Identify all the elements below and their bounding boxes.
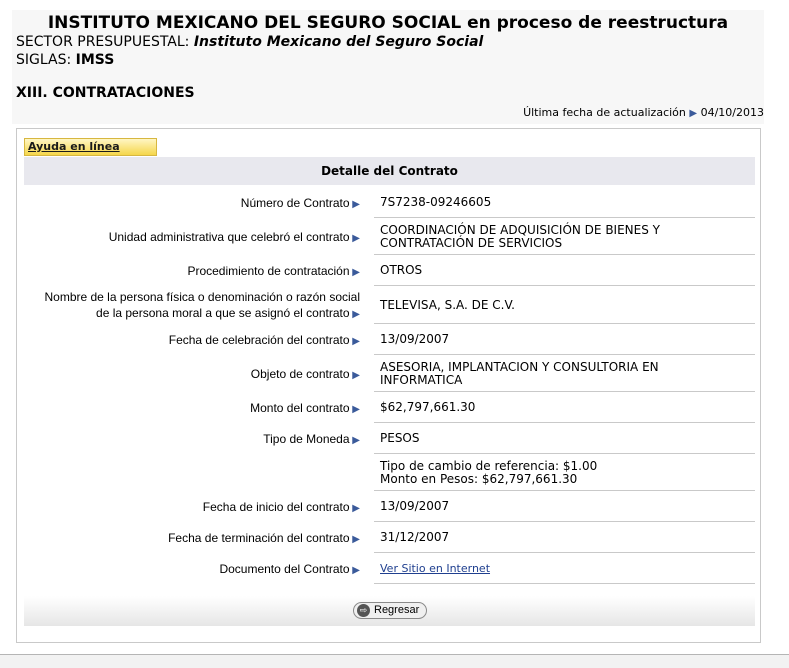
field-value <box>374 423 755 454</box>
field-label <box>24 289 360 323</box>
field-value <box>374 187 755 218</box>
siglas-line <box>16 52 114 68</box>
section-title: XIII. CONTRATACIONES <box>16 85 195 101</box>
field-label-text: Objeto de contrato <box>250 367 350 381</box>
triangle-right-icon: ▶ <box>349 503 360 514</box>
field-label-text: Fecha de celebración del contrato <box>168 333 350 347</box>
field-label-text: Fecha de inicio del contrato <box>202 500 350 514</box>
detail-row-documento-del-contrato <box>24 553 755 584</box>
contract-document-link[interactable]: Ver Sitio en Internet <box>380 562 491 575</box>
field-label-text: Monto del contrato <box>250 401 350 415</box>
detail-row-fecha-de-terminacion-del-contrato <box>24 522 755 553</box>
field-label-text: Número de Contrato <box>240 196 350 210</box>
back-button-label: Regresar <box>374 604 420 616</box>
field-value-line: 7S7238-09246605 <box>380 195 492 209</box>
window-bottom-edge <box>0 654 789 668</box>
field-label <box>24 499 360 517</box>
field-label-text: de la persona moral a que se asignó el contrato <box>96 306 350 320</box>
field-label <box>24 530 360 548</box>
field-value-text <box>380 432 420 445</box>
field-value-line: COORDINACIÓN DE ADQUISICIÓN DE BIENES Y <box>380 223 660 237</box>
field-value-line: CONTRATACIÓN DE SERVICIOS <box>380 236 563 250</box>
field-label <box>24 263 360 281</box>
sector-line <box>16 34 483 50</box>
field-value <box>374 491 755 522</box>
back-button[interactable] <box>353 602 427 619</box>
triangle-right-icon: ▶ <box>349 404 360 415</box>
field-value-line: OTROS <box>380 263 423 277</box>
detail-row-objeto-de-contrato <box>24 355 755 392</box>
detail-row-fecha-de-inicio-del-contrato <box>24 491 755 522</box>
contract-detail-panel <box>16 128 761 643</box>
field-value <box>374 392 755 423</box>
field-label <box>24 195 360 213</box>
field-value <box>374 324 755 355</box>
field-value <box>374 255 755 286</box>
field-value-line: 13/09/2007 <box>380 332 450 346</box>
field-label-text: Nombre de la persona física o denominación o razón social <box>44 290 360 304</box>
field-value-line: 13/09/2007 <box>380 499 450 513</box>
field-value <box>374 454 755 491</box>
field-value <box>374 218 755 255</box>
siglas-label: SIGLAS: <box>16 52 72 68</box>
field-value-text <box>380 401 475 414</box>
update-date: 04/10/2013 <box>700 106 764 119</box>
field-value <box>374 286 755 324</box>
field-label-text: Tipo de Moneda <box>263 432 350 446</box>
field-label <box>24 400 360 418</box>
help-tab[interactable] <box>24 138 157 156</box>
field-label <box>24 332 360 350</box>
detail-row-numero-de-contrato <box>24 187 755 218</box>
field-value-text <box>380 196 491 209</box>
detail-row-nombre-de-la-persona-fisica-o-denominacion-o-razon-social-de-la-persona-moral-a-que-se-asigno-el-contrato <box>24 286 755 324</box>
field-label-text: Fecha de terminación del contrato <box>168 531 350 545</box>
detail-row-unidad-administrativa-que-celebro-el-contrato <box>24 218 755 255</box>
field-value-text <box>380 299 515 312</box>
triangle-right-icon: ▶ <box>349 435 360 446</box>
triangle-right-icon: ▶ <box>349 309 360 320</box>
update-line <box>523 106 764 119</box>
detail-row-procedimiento-de-contratacion <box>24 255 755 286</box>
field-label <box>24 431 360 449</box>
field-label-text: Unidad administrativa que celebró el contrato <box>108 230 350 244</box>
detail-header: Detalle del Contrato <box>24 157 755 185</box>
update-label: Última fecha de actualización <box>523 106 686 119</box>
sector-value: Instituto Mexicano del Seguro Social <box>193 34 484 50</box>
field-value-text <box>380 500 449 513</box>
detail-row-monto-del-contrato <box>24 392 755 423</box>
field-value-line: $62,797,661.30 <box>380 400 476 414</box>
field-value-line: Monto en Pesos: $62,797,661.30 <box>380 472 578 486</box>
detail-row-tipo-de-moneda <box>24 423 755 454</box>
triangle-right-icon: ▶ <box>349 565 360 576</box>
field-value-line: INFORMATICA <box>380 373 463 387</box>
triangle-right-icon: ▶ <box>349 199 360 210</box>
field-label-text: Documento del Contrato <box>219 562 350 576</box>
field-value-text <box>380 264 422 277</box>
sector-label: SECTOR PRESUPUESTAL: <box>16 34 190 50</box>
help-link[interactable]: Ayuda en línea <box>28 140 120 153</box>
triangle-right-icon: ▶ <box>349 336 360 347</box>
siglas-value: IMSS <box>75 52 115 68</box>
triangle-right-icon: ▶ <box>689 108 698 119</box>
triangle-right-icon: ▶ <box>349 233 360 244</box>
detail-row-fecha-de-celebracion-del-contrato <box>24 324 755 355</box>
field-value-line: TELEVISA, S.A. DE C.V. <box>380 298 515 312</box>
field-value <box>374 522 755 553</box>
page-header <box>12 10 764 124</box>
field-label <box>24 229 360 247</box>
field-value-line: Tipo de cambio de referencia: $1.00 <box>380 459 598 473</box>
field-value-line: ASESORIA, IMPLANTACION Y CONSULTORIA EN <box>380 360 659 374</box>
triangle-right-icon: ▶ <box>349 534 360 545</box>
field-value-line: PESOS <box>380 431 420 445</box>
field-value <box>374 553 755 584</box>
back-arrow-icon: ⇨ <box>357 604 370 617</box>
field-value-text <box>380 460 597 486</box>
contract-document-link-wrap <box>380 562 490 575</box>
field-value-text <box>380 333 449 346</box>
field-value-line: 31/12/2007 <box>380 530 450 544</box>
field-label <box>24 366 360 384</box>
field-value-text <box>380 531 449 544</box>
field-value-text <box>380 224 660 250</box>
field-value-text <box>380 361 659 387</box>
triangle-right-icon: ▶ <box>349 370 360 381</box>
field-label <box>24 561 360 579</box>
triangle-right-icon: ▶ <box>349 267 360 278</box>
footer-bar <box>24 596 755 626</box>
field-value <box>374 355 755 392</box>
field-label-text: Procedimiento de contratación <box>187 264 350 278</box>
institution-title: INSTITUTO MEXICANO DEL SEGURO SOCIAL en proceso de reestructura <box>47 13 729 33</box>
detail-row-exchange-info <box>24 454 755 491</box>
